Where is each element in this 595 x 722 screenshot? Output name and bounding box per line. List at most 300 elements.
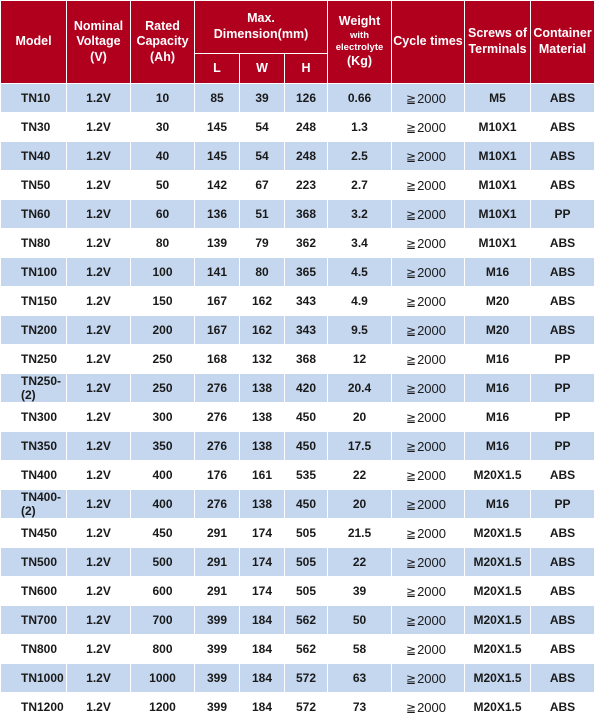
cell-container-material: ABS bbox=[531, 113, 595, 142]
cell-weight: 4.5 bbox=[328, 258, 392, 287]
cell-weight: 73 bbox=[328, 693, 392, 722]
cell-model: TN450 bbox=[1, 519, 67, 548]
greater-equal-symbol: ≧ bbox=[406, 323, 417, 338]
cell-height: 365 bbox=[285, 258, 328, 287]
cell-height: 368 bbox=[285, 200, 328, 229]
cell-width: 174 bbox=[240, 519, 285, 548]
cell-height: 343 bbox=[285, 287, 328, 316]
table-row bbox=[1, 200, 595, 229]
cell-model: TN40 bbox=[1, 142, 67, 171]
cell-capacity: 600 bbox=[131, 577, 195, 606]
cell-height: 505 bbox=[285, 548, 328, 577]
cell-height: 248 bbox=[285, 142, 328, 171]
table-row bbox=[1, 577, 595, 606]
greater-equal-symbol: ≧ bbox=[406, 700, 417, 715]
cell-capacity: 400 bbox=[131, 490, 195, 519]
cell-length: 136 bbox=[195, 200, 240, 229]
cell-container-material: PP bbox=[531, 490, 595, 519]
table-row bbox=[1, 432, 595, 461]
greater-equal-symbol: ≧ bbox=[406, 584, 417, 599]
cell-container-material: PP bbox=[531, 374, 595, 403]
cell-length: 85 bbox=[195, 84, 240, 113]
table-body bbox=[1, 84, 595, 722]
cell-length: 141 bbox=[195, 258, 240, 287]
cell-height: 248 bbox=[285, 113, 328, 142]
cell-voltage: 1.2V bbox=[67, 490, 131, 519]
cell-capacity: 30 bbox=[131, 113, 195, 142]
cell-voltage: 1.2V bbox=[67, 519, 131, 548]
greater-equal-symbol: ≧ bbox=[406, 439, 417, 454]
cell-model: TN400 bbox=[1, 461, 67, 490]
cell-height: 368 bbox=[285, 345, 328, 374]
greater-equal-symbol: ≧ bbox=[406, 410, 417, 425]
cell-terminal-screw: M20X1.5 bbox=[465, 635, 531, 664]
cell-weight: 4.9 bbox=[328, 287, 392, 316]
cell-capacity: 350 bbox=[131, 432, 195, 461]
cell-length: 399 bbox=[195, 635, 240, 664]
cell-width: 138 bbox=[240, 403, 285, 432]
table-row bbox=[1, 287, 595, 316]
cell-model: TN350 bbox=[1, 432, 67, 461]
cell-terminal-screw: M16 bbox=[465, 403, 531, 432]
cell-height: 126 bbox=[285, 84, 328, 113]
cell-terminal-screw: M10X1 bbox=[465, 200, 531, 229]
cell-voltage: 1.2V bbox=[67, 461, 131, 490]
cell-length: 399 bbox=[195, 606, 240, 635]
cycle-value: 2000 bbox=[417, 206, 446, 222]
table-row bbox=[1, 142, 595, 171]
cell-capacity: 250 bbox=[131, 374, 195, 403]
cycle-value: 2000 bbox=[417, 264, 446, 280]
cell-cycle-times bbox=[392, 171, 465, 200]
cell-model: TN50 bbox=[1, 171, 67, 200]
cell-cycle-times bbox=[392, 519, 465, 548]
cell-length: 145 bbox=[195, 142, 240, 171]
cycle-value: 2000 bbox=[417, 235, 446, 251]
header-dim-w: W bbox=[240, 54, 285, 84]
cell-container-material: ABS bbox=[531, 606, 595, 635]
cell-width: 174 bbox=[240, 577, 285, 606]
cell-width: 161 bbox=[240, 461, 285, 490]
cell-container-material: PP bbox=[531, 200, 595, 229]
cycle-value: 2000 bbox=[417, 583, 446, 599]
cell-model: TN10 bbox=[1, 84, 67, 113]
cell-length: 276 bbox=[195, 490, 240, 519]
greater-equal-symbol: ≧ bbox=[406, 526, 417, 541]
greater-equal-symbol: ≧ bbox=[406, 236, 417, 251]
cell-width: 132 bbox=[240, 345, 285, 374]
cell-length: 168 bbox=[195, 345, 240, 374]
greater-equal-symbol: ≧ bbox=[406, 497, 417, 512]
cell-capacity: 100 bbox=[131, 258, 195, 287]
cell-cycle-times bbox=[392, 374, 465, 403]
cell-width: 138 bbox=[240, 432, 285, 461]
cell-weight: 17.5 bbox=[328, 432, 392, 461]
cell-voltage: 1.2V bbox=[67, 113, 131, 142]
cell-terminal-screw: M16 bbox=[465, 345, 531, 374]
cell-weight: 1.3 bbox=[328, 113, 392, 142]
cell-width: 79 bbox=[240, 229, 285, 258]
cycle-value: 2000 bbox=[417, 699, 446, 715]
header-nominal-voltage: Nominal Voltage (V) bbox=[67, 1, 131, 84]
cell-terminal-screw: M20X1.5 bbox=[465, 548, 531, 577]
table-row bbox=[1, 403, 595, 432]
cell-cycle-times bbox=[392, 229, 465, 258]
cell-cycle-times bbox=[392, 200, 465, 229]
cell-width: 54 bbox=[240, 113, 285, 142]
cycle-value: 2000 bbox=[417, 612, 446, 628]
cell-container-material: ABS bbox=[531, 548, 595, 577]
cell-capacity: 450 bbox=[131, 519, 195, 548]
cell-width: 174 bbox=[240, 548, 285, 577]
cell-width: 54 bbox=[240, 142, 285, 171]
cell-height: 223 bbox=[285, 171, 328, 200]
cell-cycle-times bbox=[392, 84, 465, 113]
cell-cycle-times bbox=[392, 693, 465, 722]
cell-voltage: 1.2V bbox=[67, 200, 131, 229]
cell-voltage: 1.2V bbox=[67, 577, 131, 606]
cell-container-material: ABS bbox=[531, 142, 595, 171]
cell-height: 535 bbox=[285, 461, 328, 490]
cell-model: TN700 bbox=[1, 606, 67, 635]
cell-capacity: 40 bbox=[131, 142, 195, 171]
greater-equal-symbol: ≧ bbox=[406, 352, 417, 367]
cell-container-material: ABS bbox=[531, 664, 595, 693]
cell-width: 184 bbox=[240, 635, 285, 664]
cell-cycle-times bbox=[392, 432, 465, 461]
header-terminal-screws: Screws of Terminals bbox=[465, 1, 531, 84]
cycle-value: 2000 bbox=[417, 293, 446, 309]
cell-weight: 50 bbox=[328, 606, 392, 635]
cell-length: 176 bbox=[195, 461, 240, 490]
cell-model: TN200 bbox=[1, 316, 67, 345]
cell-length: 167 bbox=[195, 316, 240, 345]
cell-cycle-times bbox=[392, 635, 465, 664]
cell-capacity: 200 bbox=[131, 316, 195, 345]
cell-container-material: ABS bbox=[531, 84, 595, 113]
cell-capacity: 60 bbox=[131, 200, 195, 229]
cell-container-material: ABS bbox=[531, 258, 595, 287]
cell-container-material: ABS bbox=[531, 316, 595, 345]
cell-cycle-times bbox=[392, 345, 465, 374]
table-row bbox=[1, 490, 595, 519]
greater-equal-symbol: ≧ bbox=[406, 149, 417, 164]
cell-model: TN80 bbox=[1, 229, 67, 258]
cycle-value: 2000 bbox=[417, 467, 446, 483]
table-row bbox=[1, 171, 595, 200]
table-header bbox=[1, 1, 595, 84]
cell-height: 343 bbox=[285, 316, 328, 345]
table-row bbox=[1, 345, 595, 374]
table-row bbox=[1, 548, 595, 577]
cell-container-material: ABS bbox=[531, 635, 595, 664]
table-row bbox=[1, 606, 595, 635]
cell-cycle-times bbox=[392, 664, 465, 693]
cell-model: TN30 bbox=[1, 113, 67, 142]
cell-capacity: 700 bbox=[131, 606, 195, 635]
cell-width: 184 bbox=[240, 606, 285, 635]
cell-length: 142 bbox=[195, 171, 240, 200]
table-row bbox=[1, 519, 595, 548]
cell-voltage: 1.2V bbox=[67, 635, 131, 664]
cell-weight: 39 bbox=[328, 577, 392, 606]
cell-capacity: 400 bbox=[131, 461, 195, 490]
cell-terminal-screw: M20X1.5 bbox=[465, 693, 531, 722]
cycle-value: 2000 bbox=[417, 554, 446, 570]
table-row bbox=[1, 664, 595, 693]
header-max-dimension: Max. Dimension(mm) bbox=[195, 1, 328, 54]
cell-model: TN250 bbox=[1, 345, 67, 374]
cell-weight: 20 bbox=[328, 403, 392, 432]
cell-width: 80 bbox=[240, 258, 285, 287]
cell-voltage: 1.2V bbox=[67, 374, 131, 403]
cell-weight: 21.5 bbox=[328, 519, 392, 548]
cell-height: 572 bbox=[285, 693, 328, 722]
cell-length: 291 bbox=[195, 548, 240, 577]
cell-height: 450 bbox=[285, 403, 328, 432]
cell-container-material: ABS bbox=[531, 229, 595, 258]
cell-voltage: 1.2V bbox=[67, 84, 131, 113]
cell-voltage: 1.2V bbox=[67, 548, 131, 577]
cell-terminal-screw: M16 bbox=[465, 432, 531, 461]
cell-height: 450 bbox=[285, 432, 328, 461]
cell-length: 139 bbox=[195, 229, 240, 258]
cell-cycle-times bbox=[392, 606, 465, 635]
cell-voltage: 1.2V bbox=[67, 693, 131, 722]
greater-equal-symbol: ≧ bbox=[406, 555, 417, 570]
cycle-value: 2000 bbox=[417, 148, 446, 164]
cell-capacity: 50 bbox=[131, 171, 195, 200]
cycle-value: 2000 bbox=[417, 177, 446, 193]
cell-length: 276 bbox=[195, 432, 240, 461]
cell-model: TN100 bbox=[1, 258, 67, 287]
cycle-value: 2000 bbox=[417, 641, 446, 657]
cell-model: TN600 bbox=[1, 577, 67, 606]
cell-weight: 20 bbox=[328, 490, 392, 519]
cell-cycle-times bbox=[392, 403, 465, 432]
table-row bbox=[1, 693, 595, 722]
table-row bbox=[1, 113, 595, 142]
greater-equal-symbol: ≧ bbox=[406, 265, 417, 280]
cell-container-material: ABS bbox=[531, 577, 595, 606]
header-dim-l: L bbox=[195, 54, 240, 84]
table-row bbox=[1, 635, 595, 664]
cell-capacity: 10 bbox=[131, 84, 195, 113]
table-row bbox=[1, 258, 595, 287]
cell-capacity: 80 bbox=[131, 229, 195, 258]
greater-equal-symbol: ≧ bbox=[406, 671, 417, 686]
cell-width: 184 bbox=[240, 664, 285, 693]
cell-height: 362 bbox=[285, 229, 328, 258]
cell-terminal-screw: M10X1 bbox=[465, 113, 531, 142]
header-rated-capacity: Rated Capacity (Ah) bbox=[131, 1, 195, 84]
cell-container-material: PP bbox=[531, 432, 595, 461]
greater-equal-symbol: ≧ bbox=[406, 381, 417, 396]
cell-weight: 63 bbox=[328, 664, 392, 693]
cell-voltage: 1.2V bbox=[67, 229, 131, 258]
cell-voltage: 1.2V bbox=[67, 606, 131, 635]
cell-voltage: 1.2V bbox=[67, 664, 131, 693]
header-cycle-times: Cycle times bbox=[392, 1, 465, 84]
cycle-value: 2000 bbox=[417, 351, 446, 367]
table-row bbox=[1, 461, 595, 490]
cell-container-material: PP bbox=[531, 403, 595, 432]
cell-length: 167 bbox=[195, 287, 240, 316]
cell-width: 162 bbox=[240, 316, 285, 345]
cell-voltage: 1.2V bbox=[67, 403, 131, 432]
cell-length: 145 bbox=[195, 113, 240, 142]
cell-height: 420 bbox=[285, 374, 328, 403]
greater-equal-symbol: ≧ bbox=[406, 613, 417, 628]
cell-model: TN250-(2) bbox=[1, 374, 67, 403]
greater-equal-symbol: ≧ bbox=[406, 294, 417, 309]
cell-container-material: ABS bbox=[531, 171, 595, 200]
cell-model: TN400-(2) bbox=[1, 490, 67, 519]
cell-weight: 20.4 bbox=[328, 374, 392, 403]
cycle-value: 2000 bbox=[417, 380, 446, 396]
cell-width: 184 bbox=[240, 693, 285, 722]
cell-capacity: 150 bbox=[131, 287, 195, 316]
cell-height: 572 bbox=[285, 664, 328, 693]
cell-model: TN800 bbox=[1, 635, 67, 664]
cell-terminal-screw: M20X1.5 bbox=[465, 577, 531, 606]
cycle-value: 2000 bbox=[417, 438, 446, 454]
cell-height: 562 bbox=[285, 606, 328, 635]
cell-terminal-screw: M20X1.5 bbox=[465, 664, 531, 693]
cell-cycle-times bbox=[392, 548, 465, 577]
cell-voltage: 1.2V bbox=[67, 432, 131, 461]
cell-height: 562 bbox=[285, 635, 328, 664]
cell-cycle-times bbox=[392, 490, 465, 519]
cell-cycle-times bbox=[392, 142, 465, 171]
cell-model: TN60 bbox=[1, 200, 67, 229]
cell-height: 450 bbox=[285, 490, 328, 519]
cell-height: 505 bbox=[285, 519, 328, 548]
table-row bbox=[1, 84, 595, 113]
cell-terminal-screw: M20X1.5 bbox=[465, 519, 531, 548]
cell-cycle-times bbox=[392, 258, 465, 287]
table-row bbox=[1, 229, 595, 258]
greater-equal-symbol: ≧ bbox=[406, 91, 417, 106]
cell-width: 162 bbox=[240, 287, 285, 316]
cycle-value: 2000 bbox=[417, 90, 446, 106]
cell-terminal-screw: M16 bbox=[465, 374, 531, 403]
cell-model: TN1200 bbox=[1, 693, 67, 722]
cell-weight: 0.66 bbox=[328, 84, 392, 113]
cell-weight: 12 bbox=[328, 345, 392, 374]
cell-length: 399 bbox=[195, 664, 240, 693]
cycle-value: 2000 bbox=[417, 322, 446, 338]
greater-equal-symbol: ≧ bbox=[406, 642, 417, 657]
cell-cycle-times bbox=[392, 113, 465, 142]
header-container-material: Container Material bbox=[531, 1, 595, 84]
table-row bbox=[1, 316, 595, 345]
cell-width: 51 bbox=[240, 200, 285, 229]
greater-equal-symbol: ≧ bbox=[406, 178, 417, 193]
cycle-value: 2000 bbox=[417, 409, 446, 425]
cell-terminal-screw: M20 bbox=[465, 287, 531, 316]
cell-capacity: 1000 bbox=[131, 664, 195, 693]
cell-length: 291 bbox=[195, 519, 240, 548]
cell-terminal-screw: M5 bbox=[465, 84, 531, 113]
cell-model: TN300 bbox=[1, 403, 67, 432]
cell-voltage: 1.2V bbox=[67, 316, 131, 345]
cell-voltage: 1.2V bbox=[67, 258, 131, 287]
cell-width: 138 bbox=[240, 374, 285, 403]
cell-voltage: 1.2V bbox=[67, 142, 131, 171]
cell-weight: 58 bbox=[328, 635, 392, 664]
cell-capacity: 250 bbox=[131, 345, 195, 374]
cell-cycle-times bbox=[392, 316, 465, 345]
cell-voltage: 1.2V bbox=[67, 171, 131, 200]
cell-length: 399 bbox=[195, 693, 240, 722]
cell-terminal-screw: M20X1.5 bbox=[465, 461, 531, 490]
cell-cycle-times bbox=[392, 577, 465, 606]
cycle-value: 2000 bbox=[417, 525, 446, 541]
cell-weight: 22 bbox=[328, 461, 392, 490]
cell-capacity: 300 bbox=[131, 403, 195, 432]
cell-cycle-times bbox=[392, 287, 465, 316]
cell-terminal-screw: M10X1 bbox=[465, 229, 531, 258]
cell-width: 138 bbox=[240, 490, 285, 519]
header-weight: Weight with electrolyte (Kg) bbox=[328, 1, 392, 84]
cell-width: 39 bbox=[240, 84, 285, 113]
header-dim-h: H bbox=[285, 54, 328, 84]
cell-voltage: 1.2V bbox=[67, 287, 131, 316]
cell-height: 505 bbox=[285, 577, 328, 606]
cell-container-material: PP bbox=[531, 345, 595, 374]
header-model: Model bbox=[1, 1, 67, 84]
cell-length: 276 bbox=[195, 374, 240, 403]
cycle-value: 2000 bbox=[417, 119, 446, 135]
cell-model: TN500 bbox=[1, 548, 67, 577]
cell-length: 276 bbox=[195, 403, 240, 432]
cell-weight: 2.7 bbox=[328, 171, 392, 200]
table-row bbox=[1, 374, 595, 403]
cell-capacity: 800 bbox=[131, 635, 195, 664]
cell-terminal-screw: M16 bbox=[465, 490, 531, 519]
cycle-value: 2000 bbox=[417, 670, 446, 686]
cell-weight: 22 bbox=[328, 548, 392, 577]
cell-length: 291 bbox=[195, 577, 240, 606]
greater-equal-symbol: ≧ bbox=[406, 468, 417, 483]
cell-terminal-screw: M16 bbox=[465, 258, 531, 287]
cell-weight: 3.2 bbox=[328, 200, 392, 229]
cell-terminal-screw: M10X1 bbox=[465, 171, 531, 200]
cell-model: TN150 bbox=[1, 287, 67, 316]
greater-equal-symbol: ≧ bbox=[406, 207, 417, 222]
cell-terminal-screw: M10X1 bbox=[465, 142, 531, 171]
greater-equal-symbol: ≧ bbox=[406, 120, 417, 135]
cell-weight: 2.5 bbox=[328, 142, 392, 171]
cell-cycle-times bbox=[392, 461, 465, 490]
cell-container-material: ABS bbox=[531, 287, 595, 316]
cell-container-material: ABS bbox=[531, 519, 595, 548]
cell-width: 67 bbox=[240, 171, 285, 200]
cell-capacity: 500 bbox=[131, 548, 195, 577]
cell-model: TN1000 bbox=[1, 664, 67, 693]
cell-weight: 9.5 bbox=[328, 316, 392, 345]
cell-container-material: ABS bbox=[531, 693, 595, 722]
cell-container-material: ABS bbox=[531, 461, 595, 490]
header-row-main bbox=[1, 1, 595, 54]
cell-capacity: 1200 bbox=[131, 693, 195, 722]
cell-voltage: 1.2V bbox=[67, 345, 131, 374]
cell-weight: 3.4 bbox=[328, 229, 392, 258]
cell-terminal-screw: M20X1.5 bbox=[465, 606, 531, 635]
cycle-value: 2000 bbox=[417, 496, 446, 512]
cell-terminal-screw: M20 bbox=[465, 316, 531, 345]
